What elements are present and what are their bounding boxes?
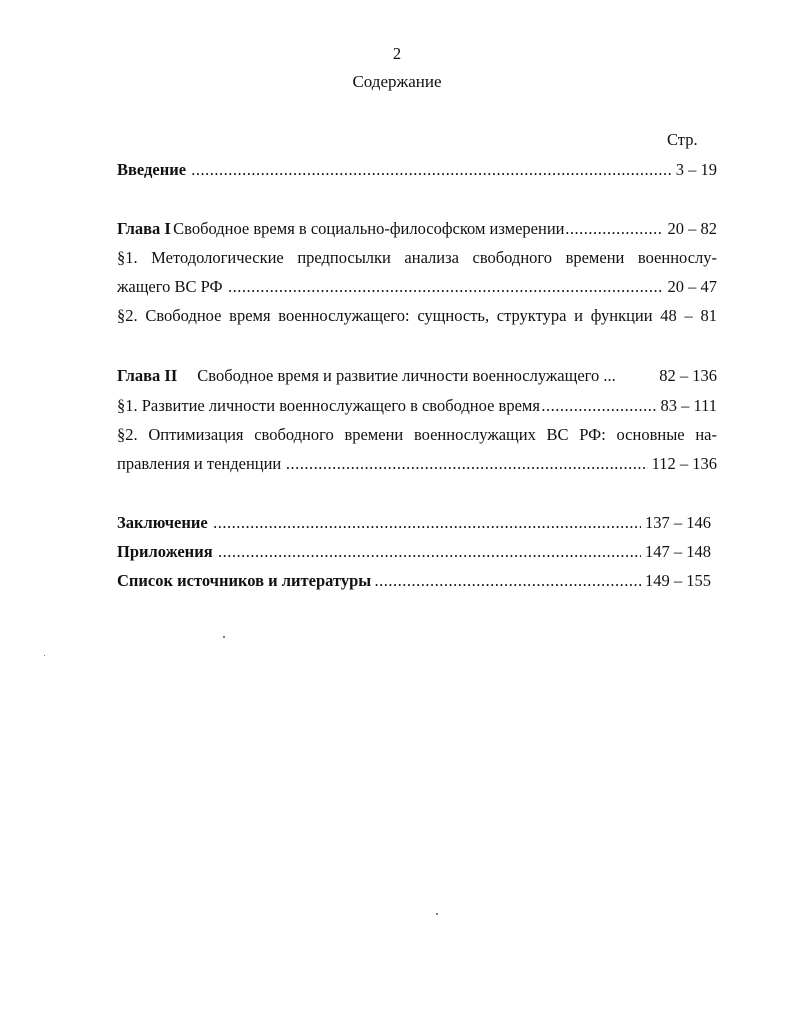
leader-dots [375,571,641,591]
page-number: 2 [392,44,402,63]
leader-dots [286,454,648,474]
scan-speck [436,913,438,915]
toc-pages: 149 – 155 [645,571,711,590]
toc-section-2-1 [117,396,717,416]
scan-speck [223,636,225,638]
toc-pages: 20 – 47 [667,277,717,296]
toc-chapter-title: Свободное время в социально-философском измерении [173,219,565,238]
leader-dots [218,542,641,562]
toc-chapter-title: Свободное время и развитие личности военнослужащего ... [197,366,616,385]
toc-section-2-2-line-2 [117,454,717,474]
toc-entry-chapter-1 [117,219,717,239]
toc-section-2-2-line-1: §2. Оптимизация свободного времени военнослужащих ВС РФ: основные на- [117,425,717,444]
toc-entry-intro [117,160,717,180]
toc-chapter-label: Глава II [117,366,178,385]
toc-label: Введение [117,160,187,179]
toc-entry-chapter-2 [117,366,717,386]
leader-dots [541,396,656,416]
column-header-pages: Стр. [667,130,698,149]
page-title: Содержание [352,72,442,91]
toc-pages: 3 – 19 [675,160,717,179]
leader-dots [191,160,672,180]
toc-section-1-1-line-2 [117,277,717,297]
toc-label: Приложения [117,542,213,561]
toc-label: Список источников и литературы [117,571,372,590]
scan-speck [44,655,45,656]
toc-pages: 137 – 146 [645,513,711,532]
leader-dots [565,219,663,239]
toc-entry-appendices [117,542,711,562]
toc-section-1-1-line-1: §1. Методологические предпосылки анализа свободного времени военнослу- [117,248,717,267]
toc-section-text: правления и тенденции [117,454,282,473]
toc-entry-conclusion [117,513,711,533]
toc-section-1-2: §2. Свободное время военнослужащего: сущность, структура и функции 48 – 81 [117,306,717,325]
toc-chapter-label: Глава I [117,219,171,238]
leader-dots [213,513,641,533]
toc-pages: 147 – 148 [645,542,711,561]
toc-pages: 20 – 82 [667,219,717,238]
toc-label: Заключение [117,513,208,532]
toc-pages: 112 – 136 [651,454,717,473]
toc-entry-references [117,571,711,591]
toc-pages: 82 – 136 [659,366,717,385]
toc-pages: 83 – 111 [660,396,717,415]
toc-section-text: жащего ВС РФ [117,277,223,296]
toc-section-text: §1. Развитие личности военнослужащего в свободное время [117,396,540,415]
leader-dots [228,277,663,297]
